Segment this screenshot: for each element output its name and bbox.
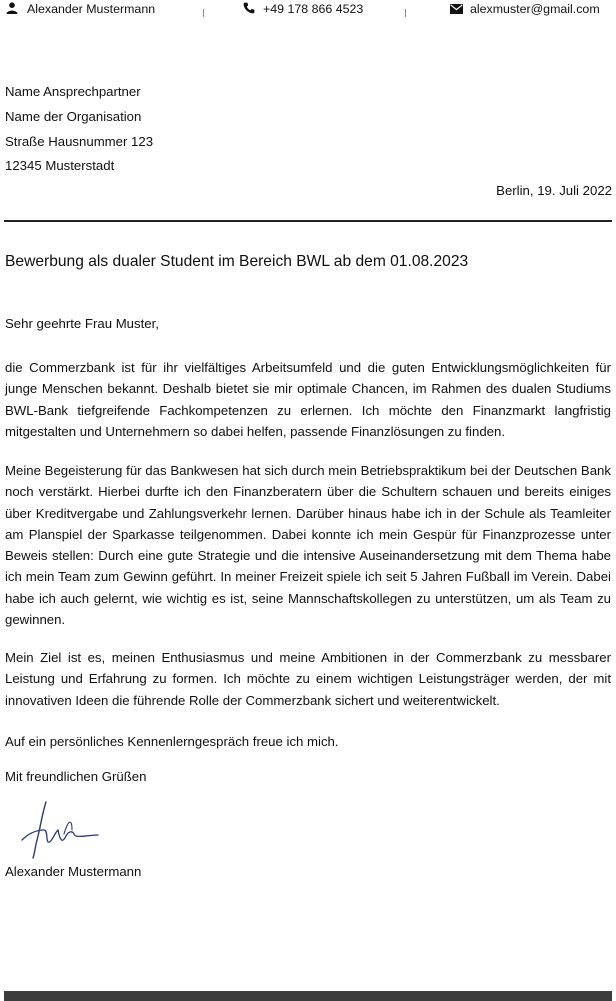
recipient-city: 12345 Musterstadt: [5, 158, 115, 173]
header-email[interactable]: alexmuster@gmail.com: [470, 2, 600, 16]
body-paragraph-1: die Commerzbank ist für ihr vielfältiges Arbeitsumfeld und die guten Entwicklungsmöglichkeiten für junge Menschen bekannt. Deshalb bietet sie mir optimale Chancen, im Rahmen des dualen Studiums BWL-Bank tiefgreifende Fachkompetenzen zu erlernen. Ich möchte den Finanzmarkt langfristig mitgestalten und Unternehmern so dabei helfen, passende Finanzlösungen zu finden.: [5, 360, 611, 439]
salutation: Sehr geehrte Frau Muster,: [5, 316, 159, 331]
person-icon: [6, 2, 18, 14]
handwritten-signature: [18, 800, 100, 862]
header-separator: [405, 9, 406, 17]
recipient-contact: Name Ansprechpartner: [5, 84, 141, 99]
closing: Mit freundlichen Grüßen: [5, 769, 147, 784]
signature-name: Alexander Mustermann: [5, 864, 142, 879]
header-name: Alexander Mustermann: [27, 2, 156, 16]
footer-bar: [4, 991, 612, 1001]
phone-icon: [243, 2, 255, 14]
body-paragraph-2: Meine Begeisterung für das Bankwesen hat sich durch mein Betriebspraktikum bei der Deutschen Bank noch verstärkt. Hierbei durfte ich den Finanzberatern über die Schultern schauen und bereits einiges über Kreditvergabe und Zahlungsverkehr lernen. Darüber hinaus habe ich in der Schule als Teamleiter am Planspiel der Sparkasse teilgenommen. Dabei konnte ich mein Gespür für Finanzprozesse unter Beweis stellen: Durch eine gute Strategie und die intensive Auseinandersetzung mit dem Thema habe ich mein Team zum Gewinn geführt. In meiner Freizeit spiele ich seit 5 Jahren Fußball im Verein. Dabei habe ich auch gelernt, wie wichtig es ist, seine Mannschaftskollegen zu unterstützen, um als Team zu gewinnen.: [5, 463, 611, 628]
header-divider: [4, 220, 612, 222]
letter-subject: Bewerbung als dualer Student im Bereich BWL ab dem 01.08.2023: [5, 253, 469, 270]
letter-date: Berlin, 19. Juli 2022: [496, 183, 612, 198]
body-paragraph-3: Mein Ziel ist es, meinen Enthusiasmus und meine Ambitionen in der Commerzbank zu messbarer Leistung und Erfahrung zu formen. Ich möchte zu einem wichtigen Leistungsträger werden, der mit innovativen Ideen die führende Rolle der Commerzbank sichert und weiterentwickelt.: [5, 650, 611, 708]
recipient-street: Straße Hausnummer 123: [5, 134, 154, 149]
envelope-icon: [450, 4, 463, 14]
body-paragraph-4: Auf ein persönliches Kennenlerngespräch freue ich mich.: [5, 734, 339, 749]
header-separator: [203, 9, 204, 17]
recipient-organisation: Name der Organisation: [5, 109, 142, 124]
header-phone[interactable]: +49 178 866 4523: [263, 2, 364, 16]
contact-header: [0, 0, 616, 20]
